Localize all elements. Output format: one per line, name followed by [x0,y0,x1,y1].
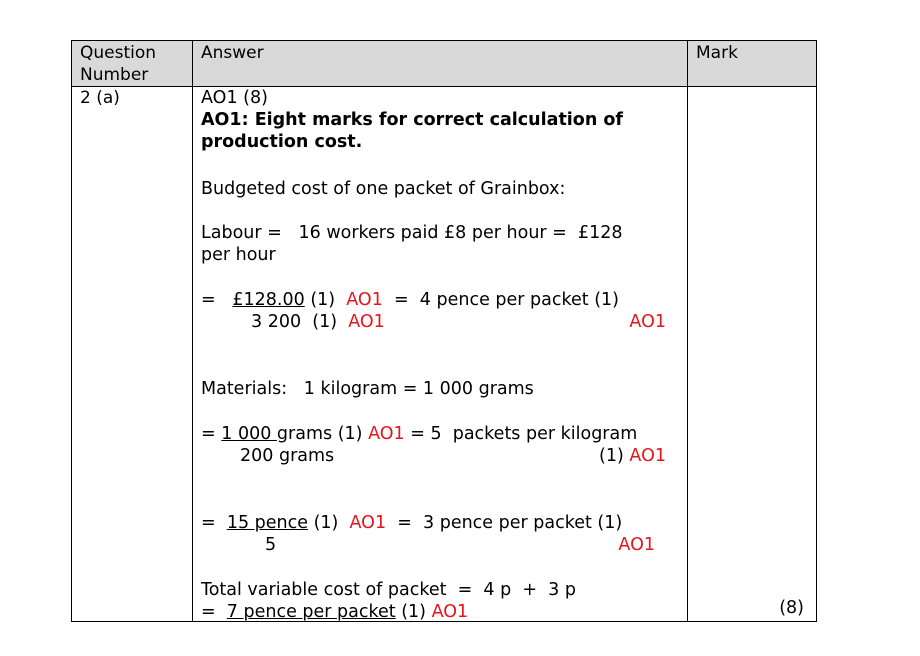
labour-line1: Labour = 16 workers paid £8 per hour = £128 [201,223,623,243]
total-line2 [201,601,468,623]
ao1-tag: AO1 [629,312,666,332]
labour-denominator-line [251,311,385,333]
mark-point: (1) [310,290,336,310]
mark-point: (1) [401,602,427,622]
answer-row [72,87,817,622]
materials-fraction [201,423,637,445]
ao1-tag: AO1 [348,312,385,332]
ao1-tag: AO1 [618,535,655,555]
total-result: 7 pence per packet [226,602,396,622]
ao1-tag: AO1 [349,513,387,533]
mark-point: (1) [312,312,338,332]
materials-mark-line [599,445,666,467]
materials-numerator-unit: grams [276,424,333,444]
equals-sign: = [201,290,216,310]
equals-sign: = [201,424,216,444]
header-answer: Answer [193,41,688,87]
mark-point: (1) [599,446,624,466]
equals-sign: = [201,513,216,533]
ao1-tag: AO1 [368,424,405,444]
pence-numerator: 15 pence [226,513,308,533]
ao1-tag: AO1 [431,602,469,622]
total-line1: Total variable cost of packet = 4 p + 3 p [201,580,576,600]
answer-cell [193,87,688,622]
header-question-number: Question Number [72,41,193,87]
ao1-tag: AO1 [629,446,666,466]
mark-point: (1) [313,513,339,533]
ao-description-line2: production cost. [201,132,363,152]
ao1-tag: AO1 [346,290,383,310]
pence-result: = 3 pence per packet (1) [397,513,623,533]
ao-description-line1: AO1: Eight marks for correct calculation of [201,110,624,130]
materials-result: = 5 packets per kilogram [410,424,638,444]
equals-sign: = [201,602,227,622]
header-mark: Mark [688,41,817,87]
equals-sign: = [393,290,409,310]
pence-denominator: 5 [265,535,277,555]
budget-line: Budgeted cost of one packet of Grainbox: [201,179,566,199]
labour-result: 4 pence per packet (1) [419,290,619,310]
materials-line1: Materials: 1 kilogram = 1 000 grams [201,379,534,399]
mark-scheme-table [71,40,817,622]
materials-numerator: 1 000 [221,424,277,444]
labour-line2: per hour [201,245,276,265]
labour-numerator: £128.00 [232,290,305,310]
mark-cell [688,87,817,622]
labour-fraction [201,289,619,311]
materials-denominator: 200 grams [240,446,335,466]
pence-fraction [201,512,622,534]
total-mark: (8) [779,598,804,618]
question-number: 2 (a) [72,87,193,622]
ao-heading: AO1 (8) [201,88,268,108]
header-row [72,41,817,87]
labour-denominator: 3 200 [251,312,302,332]
mark-point: (1) [337,424,363,444]
